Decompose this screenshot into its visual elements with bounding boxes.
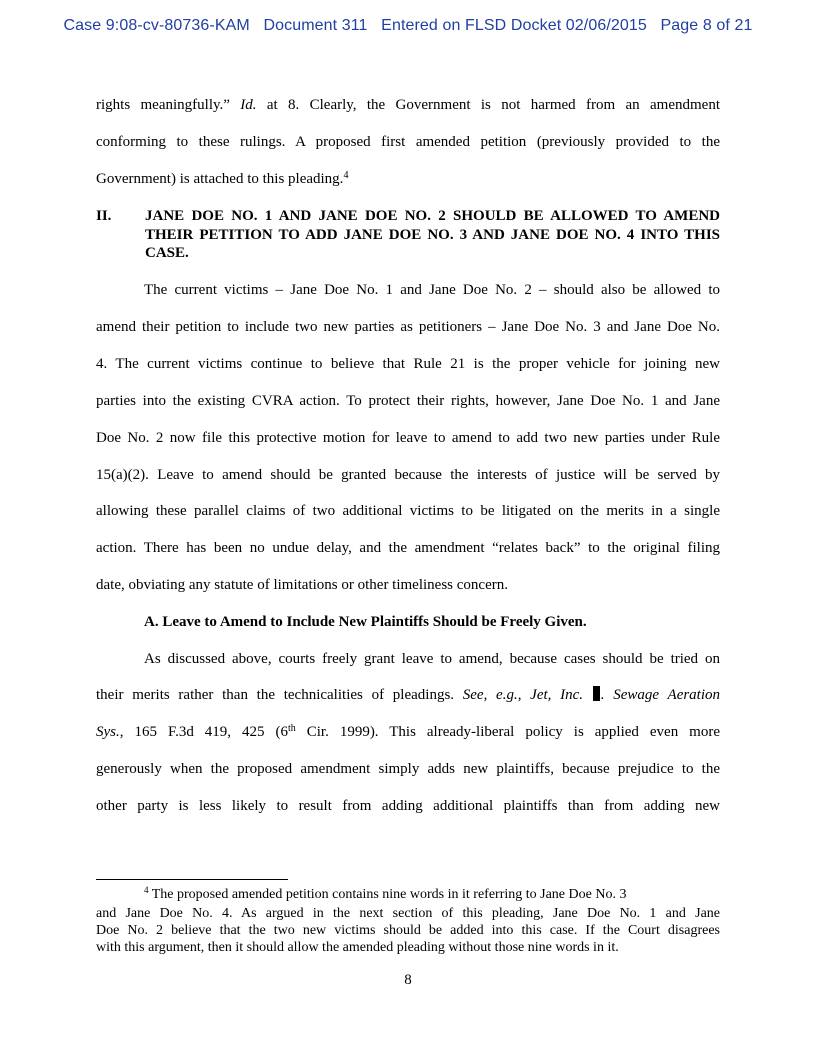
- page-indicator: Page 8 of 21: [660, 17, 753, 34]
- para3-line-1: As discussed above, courts freely grant leave to amend, because cases should be tried on: [144, 651, 720, 667]
- footnote-reference[interactable]: 4: [343, 170, 349, 181]
- para2-line-3: 4. The current victims continue to believe that Rule 21 is the proper vehicle for joining new: [96, 356, 720, 372]
- docket-header: [0, 17, 816, 35]
- section-title: JANE DOE NO. 1 AND JANE DOE NO. 2 SHOULD BE ALLOWED TO AMEND THEIR PETITION TO ADD JANE DOE NO. 3 AND JANE DOE NO. 4 INTO THIS CASE.: [145, 208, 720, 261]
- footnote-line-4: with this argument, then it should allow the amended pleading without those nine words in it.: [96, 940, 619, 955]
- footnote-separator: [96, 879, 288, 880]
- section-number: II.: [96, 208, 112, 224]
- subsection-heading: A. Leave to Amend to Include New Plaintiffs Should be Freely Given.: [144, 614, 587, 630]
- footnote-mark: 4: [144, 885, 149, 895]
- para3-line-4: generously when the proposed amendment simply adds new plaintiffs, because prejudice to the: [96, 761, 720, 777]
- para3-line-5: other party is less likely to result from adding additional plaintiffs than from adding new: [96, 798, 720, 814]
- page-number: 8: [404, 972, 412, 988]
- case-number: Case 9:08-cv-80736-KAM: [63, 17, 250, 34]
- document-number: Document 311: [263, 17, 368, 34]
- para1-line-1: rights meaningfully.” Id. at 8. Clearly, the Government is not harmed from an amendment: [96, 97, 720, 113]
- para1-line-2: conforming to these rulings. A proposed first amended petition (previously provided to the: [96, 134, 720, 150]
- para3-line-3: Sys., 165 F.3d 419, 425 (6th Cir. 1999). This already-liberal policy is applied even more: [96, 723, 720, 740]
- footnote-line-1: $^4$ The proposed amended petition contains nine words in it referring to Jane Doe No. 3: [144, 885, 627, 902]
- footnote-line-3: Doe No. 2 believe that the two new victims should be added into this case. If the Court disagrees: [96, 923, 720, 938]
- para2-line-6: 15(a)(2). Leave to amend should be granted because the interests of justice will be served by: [96, 467, 720, 483]
- footnote-line-2: and Jane Doe No. 4. As argued in the next section of this pleading, Jane Doe No. 1 and Jane: [96, 906, 720, 921]
- para2-line-5: Doe No. 2 now file this protective motion for leave to amend to add two new parties under Rule: [96, 430, 720, 446]
- para2-line-7: allowing these parallel claims of two additional victims to be litigated on the merits in a single: [96, 503, 720, 519]
- para2-line-1: The current victims – Jane Doe No. 1 and Jane Doe No. 2 – should also be allowed to: [144, 282, 720, 298]
- para1-line-3: Government) is attached to this pleading.$^4$: [96, 170, 349, 187]
- case-citation: See, e.g., Jet, Inc.: [462, 687, 584, 703]
- para2-line-8: action. There has been no undue delay, and the amendment “relates back” to the original filing: [96, 540, 720, 556]
- para2-line-9: date, obviating any statute of limitations or other timeliness concern.: [96, 577, 508, 593]
- docket-entry: Entered on FLSD Docket 02/06/2015: [381, 17, 647, 34]
- para3-line-2: their merits rather than the technicalities of pleadings. See, e.g., Jet, Inc. . Sewage Aeration: [96, 687, 721, 703]
- para2-line-4: parties into the existing CVRA action. To protect their rights, however, Jane Doe No. 1 and Jane: [96, 393, 720, 409]
- para2-line-2: amend their petition to include two new parties as petitioners – Jane Doe No. 3 and Jane Doe No.: [96, 319, 720, 335]
- redaction-mark: [593, 686, 600, 701]
